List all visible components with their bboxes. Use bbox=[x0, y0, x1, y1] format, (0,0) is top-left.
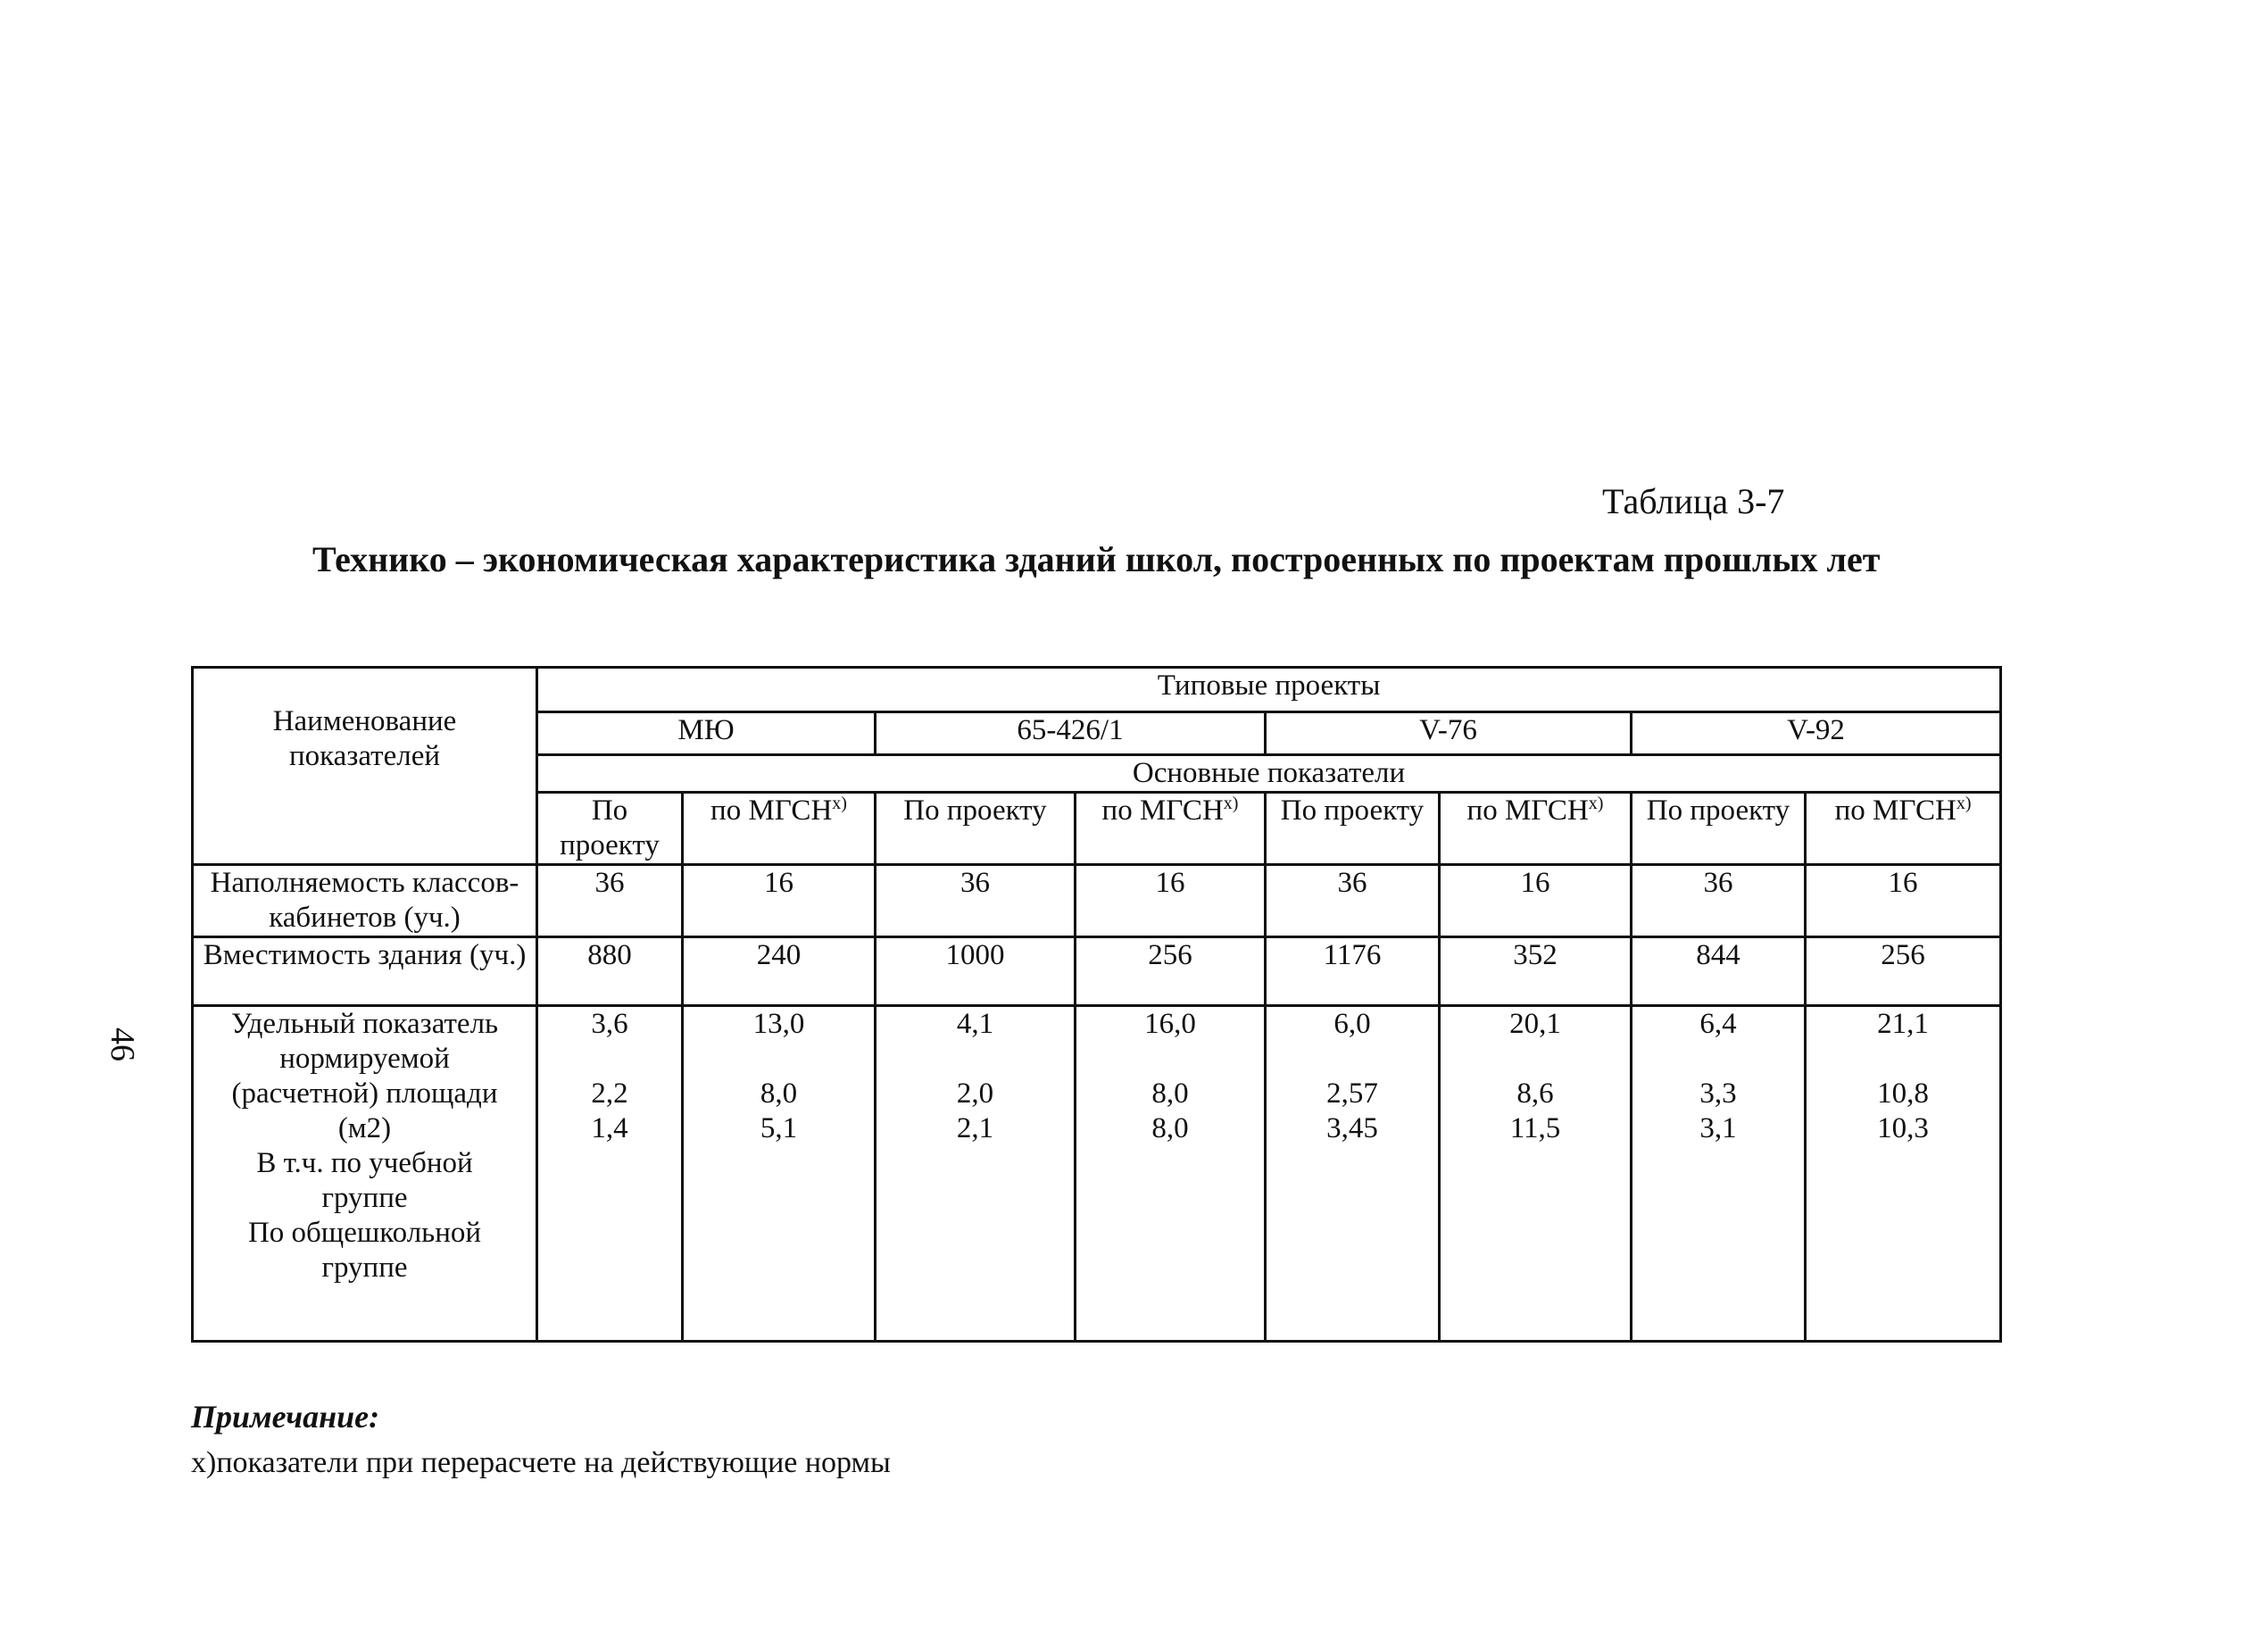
subheader-by-project: По проекту bbox=[876, 793, 1076, 865]
table-cell: 1000 bbox=[876, 937, 1076, 1006]
subheader-by-project: По проекту bbox=[1266, 793, 1440, 865]
table-cell: 1176 bbox=[1266, 937, 1440, 1006]
table-row bbox=[193, 1006, 2001, 1342]
table-cell: 16 bbox=[1076, 865, 1266, 937]
table-cell: 16 bbox=[1806, 865, 2001, 937]
table-cell: 36 bbox=[876, 865, 1076, 937]
subheader-by-mgsn: по МГСН$^{x)}$ bbox=[683, 793, 876, 865]
table-row bbox=[193, 937, 2001, 1006]
table-cell: 13,0 8,0 5,1 bbox=[683, 1006, 876, 1342]
table-cell: 3,6 2,2 1,4 bbox=[537, 1006, 683, 1342]
table-cell: 880 bbox=[537, 937, 683, 1006]
table-cell: 21,1 10,8 10,3 bbox=[1806, 1006, 2001, 1342]
table-number: Таблица 3-7 bbox=[1602, 481, 1785, 521]
subheader-by-mgsn: по МГСН$^{x)}$ bbox=[1076, 793, 1266, 865]
table-cell: 352 bbox=[1440, 937, 1632, 1006]
table-cell: 4,1 2,0 2,1 bbox=[876, 1006, 1076, 1342]
row-label-specific-area: Удельный показатель нормируемой (расчетной) площади (м2) В т.ч. по учебной группе По общешкольной группе bbox=[193, 1006, 537, 1342]
characteristics-table bbox=[191, 666, 2002, 1343]
table-cell: 16 bbox=[683, 865, 876, 937]
page-number: 46 bbox=[104, 1027, 141, 1061]
table-title: Технико – экономическая характеристика зданий школ, построенных по проектам прошлых лет bbox=[312, 539, 1881, 579]
typical-projects-header: Типовые проекты bbox=[537, 668, 2001, 712]
subheader-by-mgsn: по МГСН$^{x)}$ bbox=[1440, 793, 1632, 865]
table-cell: 6,4 3,3 3,1 bbox=[1632, 1006, 1806, 1342]
table-row bbox=[193, 865, 2001, 937]
table-cell: 16 bbox=[1440, 865, 1632, 937]
header-row-group bbox=[193, 668, 2001, 712]
name-column-header: Наименование показателей bbox=[193, 668, 537, 865]
subheader-by-mgsn: по МГСН$^{x)}$ bbox=[1806, 793, 2001, 865]
table-cell: 256 bbox=[1076, 937, 1266, 1006]
table-cell: 240 bbox=[683, 937, 876, 1006]
project-header-65-426-1: 65-426/1 bbox=[876, 712, 1266, 755]
main-indicators-header: Основные показатели bbox=[537, 755, 2001, 793]
table-cell: 256 bbox=[1806, 937, 2001, 1006]
row-label-occupancy: Наполняемость классов-кабинетов (уч.) bbox=[193, 865, 537, 937]
project-header-v-76: V-76 bbox=[1266, 712, 1632, 755]
note-title: Примечание: bbox=[191, 1399, 380, 1435]
table-cell: 20,1 8,6 11,5 bbox=[1440, 1006, 1632, 1342]
table-cell: 844 bbox=[1632, 937, 1806, 1006]
table-cell: 6,0 2,57 3,45 bbox=[1266, 1006, 1440, 1342]
project-header-myu: МЮ bbox=[537, 712, 876, 755]
project-header-v-92: V-92 bbox=[1632, 712, 2001, 755]
subheader-by-project: По проекту bbox=[537, 793, 683, 865]
subheader-by-project: По проекту bbox=[1632, 793, 1806, 865]
table-cell: 36 bbox=[537, 865, 683, 937]
table-cell: 36 bbox=[1632, 865, 1806, 937]
table-cell: 16,0 8,0 8,0 bbox=[1076, 1006, 1266, 1342]
note-text: х)показатели при перерасчете на действующие нормы bbox=[191, 1446, 891, 1479]
table-cell: 36 bbox=[1266, 865, 1440, 937]
row-label-capacity: Вместимость здания (уч.) bbox=[193, 937, 537, 1006]
